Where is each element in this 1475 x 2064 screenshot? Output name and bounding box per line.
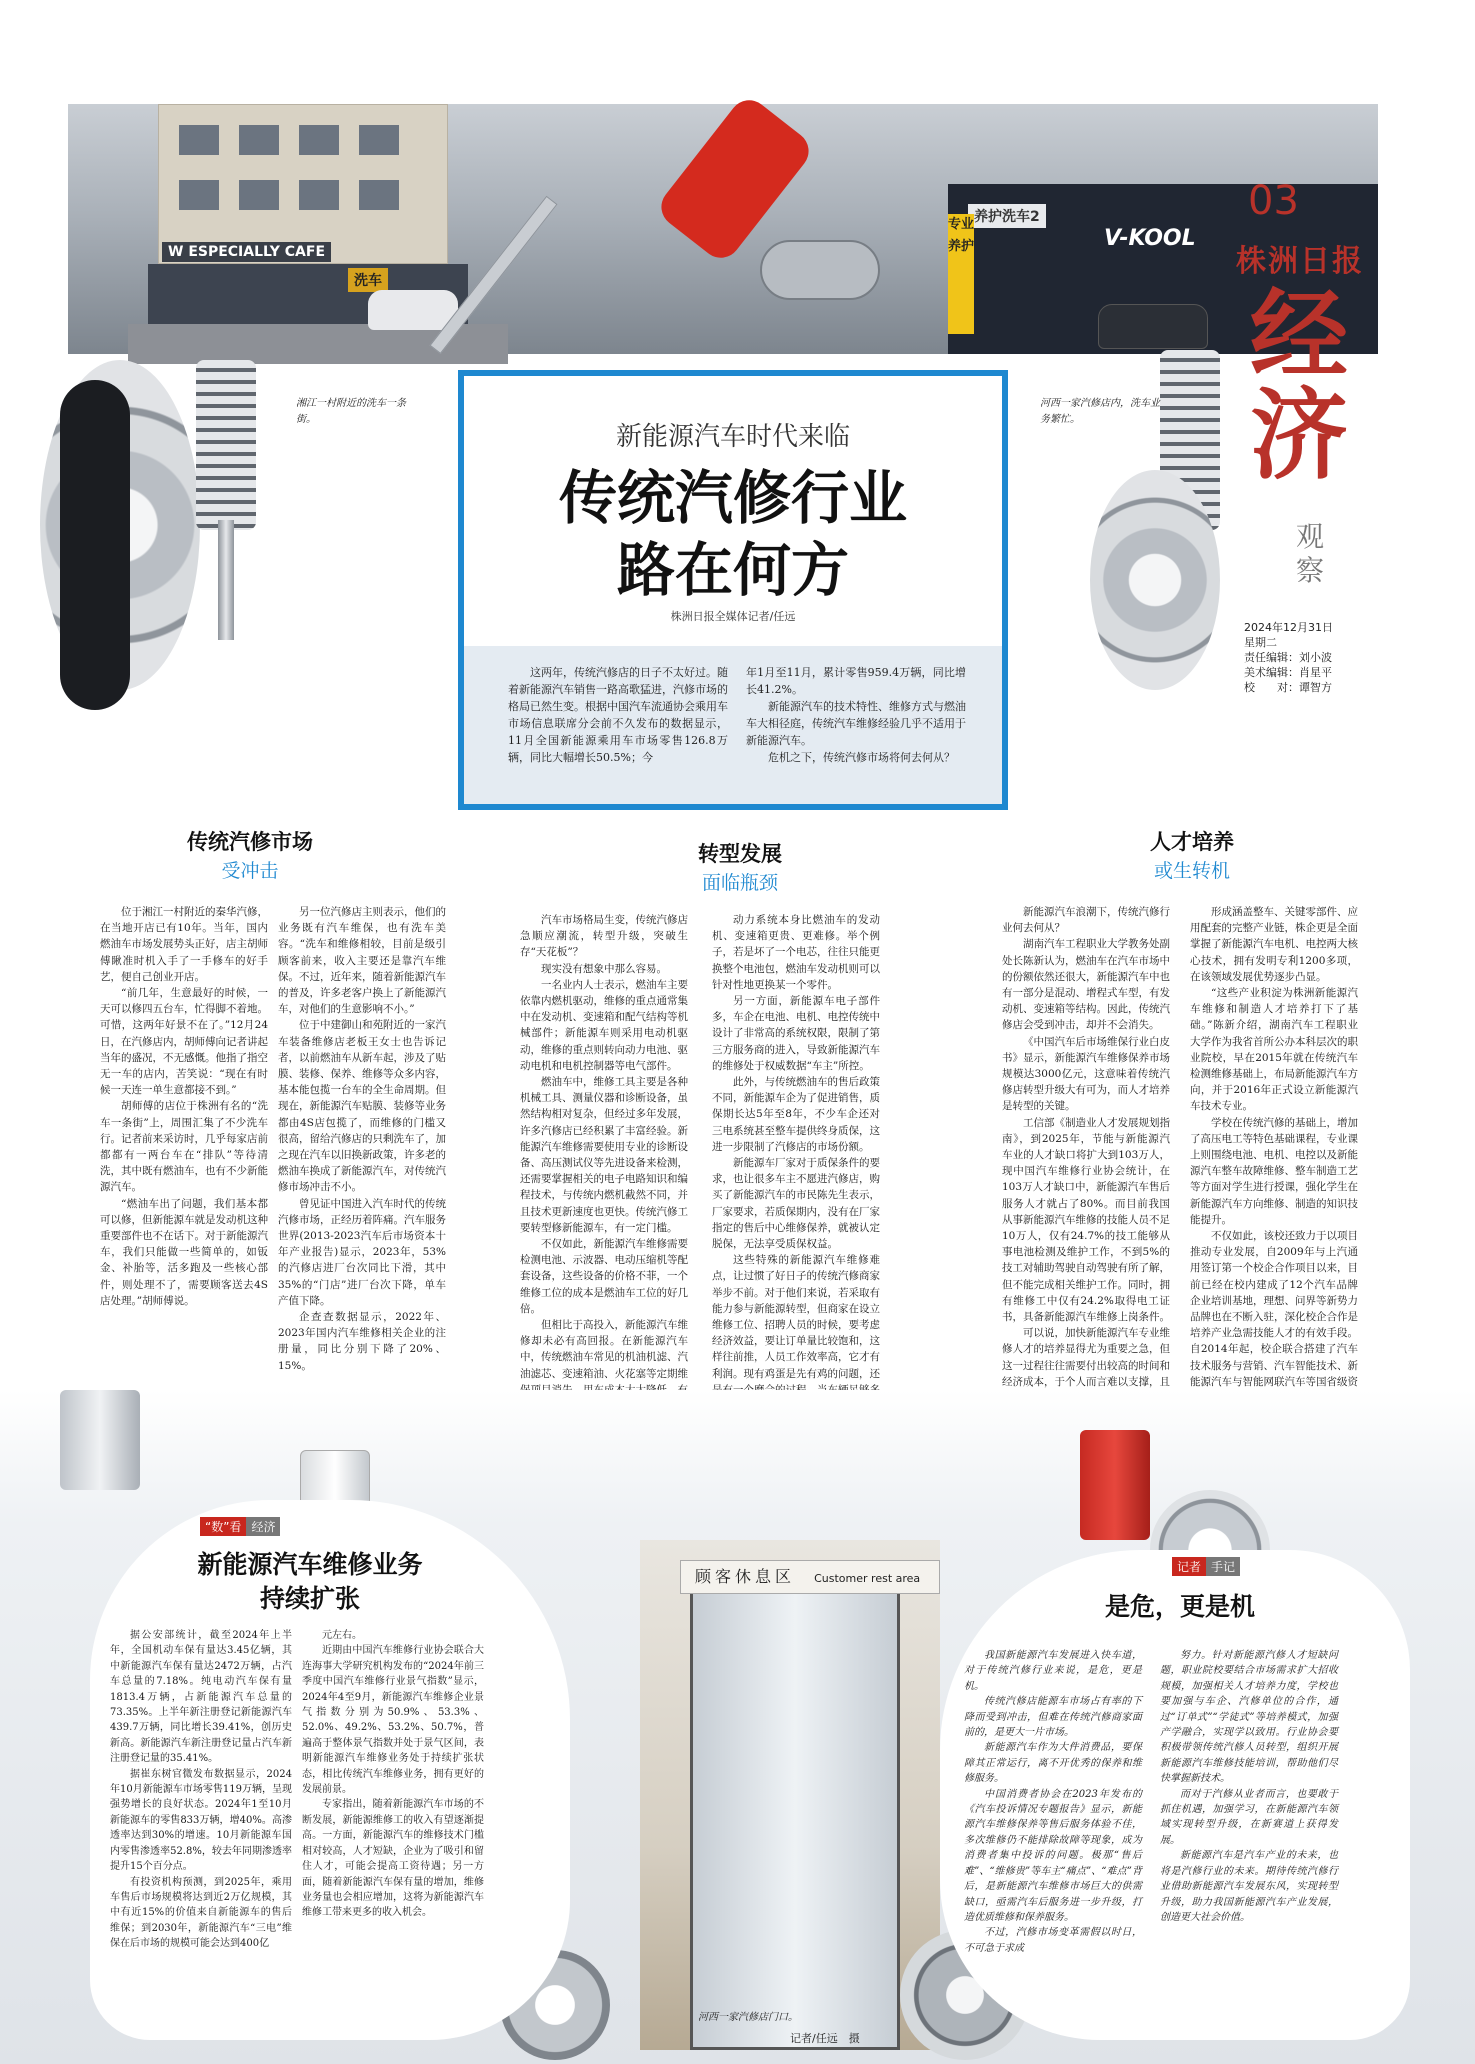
photo-credit: 记者/任远 摄 (790, 2032, 860, 2045)
economy-tag: 经济 (246, 1517, 280, 1536)
reporter-tag: 记者 (1172, 1557, 1206, 1576)
garage-sign: 养护洗车2 (968, 204, 1046, 228)
vertical-banner: 专业养护 (948, 214, 974, 334)
left-shock-shaft-icon (218, 520, 234, 640)
apartment-building (158, 104, 448, 264)
commentary-tags (1172, 1556, 1240, 1576)
glass-door (690, 1590, 900, 2050)
issue-weekday: 星期二 (1244, 636, 1277, 649)
commentary-title: 是危，更是机 (1104, 1592, 1255, 1621)
right-brake-rotor-icon (1090, 470, 1220, 690)
commentary-column-1: 我国新能源汽车发展进入快车道，对于传统汽修行业来说，是危，更是机。 传统汽修店能源车市场占有率的下降而受到冲击，但难在传统汽修商家面前的，是更大一片市场。 新能源汽车作为大件消费品，要保障其正常运行，离不开优秀的保养和维修服务。 中国消费者协会在2023年发布的《汽车投诉情况专题报告》显示，新能源汽车维修保养等售后服务体验不佳，多次维修仍不能排除故障等现象，成为消费者集中投诉的问题。极那“售后难”、“维修贵”等车主“痛点”、“难点”背后，是新能源汽车维修市场巨大的供需缺口，亟需汽车后服务进一步升级，打造优质维修和保养服务。 不过，汽修市场变革需假以时日，不可急于求成 (964, 1650, 1142, 1954)
commentary-column-2: 努力。针对新能源汽修人才短缺问题，职业院校要结合市场需求扩大招收规模，加强相关人才培养力度，学校也要加强与车企、汽修单位的合作，通过“订单式”“学徒式”等培养模式，加强产学融合，实现学以致用。行业协会要积极带领传统汽修人员转型，组织开展新能源汽车维修技能培训，帮助他们尽快掌握新技术。 而对于汽修从业者而言，也要敢于抓住机遇，加强学习，在新能源汽车领域实现转型升级，在新赛道上获得发展。 新能源汽车是汽车产业的未来，也将是汽修行业的未来。期待传统汽修行业借助新能源汽车发展东风，实现转型升级，助力我国新能源汽车产业发展，创造更大社会价值。 (1160, 1650, 1338, 1923)
data-box-column-1: 据公安部统计，截至2024年上半年，全国机动车保有量达3.45亿辆，其中新能源汽车保有量达2472万辆，占汽车总量的7.18%。纯电动汽车保有量1813.4万辆，占新能源汽车总量的73.35%。上半年新注册登记新能源汽车439.7万辆，同比增长39.41%，创历史新高。新能源汽车新注册登记量占汽车新注册登记量的35.41%。 据崔东树官微发布数据显示，2024年10月新能源车市场零售119万辆，呈现强势增长的良好状态。2024年1至10月新能源车的零售833万辆，增40%。高渗透率达到30%的增速。10月新能源车国内零售渗透率52.8%，较去年同期渗透率提升15个百分点。 有投资机构预测，到2025年，乘用车售后市场规模将达到近2万亿规模，其中有近15%的价值来自新能源车的售后维保；到2030年，新能源汽车“三电”维保在后市场的规模可能会达到400亿 (110, 1630, 292, 1950)
section-2-column-1: 汽车市场格局生变，传统汽修店急顺应潮流，转型升级，突破生存“天花板”？ 现实没有想象中那么容易。 一名业内人士表示，燃油车主要依靠内燃机驱动，维修的重点通常集中在发动机、变速箱和配气结构等机械部件；新能源车则采用电动机驱动，维修的重点则转向动力电池、驱动电机和电机控制器等电气部件。 燃油车中，维修工具主要是各种机械工具、测量仪器和诊断设备，虽然结构相对复杂，但经过多年发展，许多汽修店已经积累了丰富经验。新能源汽车维修需要使用专业的诊断设备、高压测试仪等先进设备来检测，还需要掌握相关的电子电路知识和编程技术，与传统内燃机截然不同，并且技术更新速度也更快。传统汽修工要转型修新能源车，有一定门槛。 不仅如此，新能源汽车维修需要检测电池、示波器、电动压缩机等配套设备，这些设备的价格不菲，一个维修工位的成本是燃油车工位的好几倍。 但相比于高投入，新能源汽车维修却未必有高回报。在新能源汽车中，传统燃油车常见的机油机滤、汽油滤芯、变速箱油、火花塞等定期维 (520, 914, 688, 1380)
section-2-heading: 转型发展 面临瓶颈 (698, 842, 782, 894)
section-3-heading: 人才培养 或生转机 (1150, 830, 1234, 882)
headline-line-1: 传统汽修行业 (558, 464, 907, 532)
data-box-tags (200, 1516, 280, 1536)
headline-box (458, 370, 1008, 810)
cafe-sign: W ESPECIALLY CAFE (162, 242, 331, 262)
data-tag: “数”看 (200, 1517, 246, 1536)
proofreader: 校 对：谭智方 (1244, 681, 1332, 694)
section-1-heading: 传统汽修市场 受冲击 (187, 830, 313, 882)
section-2-column-2: 动力系统本身比燃油车的发动机、变速箱更贵、更难修。举个例子，若是坏了一个电芯，往往只能更换整个电池包，燃油车发动机则可以针对性地更换某一个零件。 另一方面，新能源车电子部件多，车企在电池、电机、电控传统中设计了非常高的系统权限，限制了第三方服务商的进入，导致新能源汽车的维修处于权威数据“车主”所控。 此外，与传统燃油车的售后政策不同，新能源车企为了促进销售，质保期长达5年至8年，不少车企还对三电系统甚至整车提供终身质保，这进一步限制了汽修店的市场份额。 新能源车厂家对于质保条件的要求，也让很多车主不愿进汽修店，购买了新能源汽车的市民陈先生表示，厂家要求，若质保期内，没有在厂家指定的售后中心维修保养，就被认定脱保，无法享受质保权益。 这些特殊的新能源汽车维修难点，让过惯了好日子的传统汽修商家举步不前。对于他们来说，若采取有能力参与新能源转型，但商家在设立维修工位、招聘人员的时候，要考虑经济效益，要让订单量比较饱和，这样往前推，人员工作效率高，它才有利润。现有鸡蛋是先有鸡的问题，还 (712, 914, 880, 1380)
notes-tag: 手记 (1206, 1557, 1240, 1576)
issue-date: 2024年12月31日 (1244, 621, 1333, 634)
art-editor: 美术编辑：肖星平 (1244, 666, 1332, 679)
page-number: 03 (1248, 178, 1299, 224)
section-3-column-2: 形成涵盖整车、关键零部件、应用配套的完整产业链，株企更是全面掌握了新能源汽车电机、电控两大核心技术，拥有发明专利1200多项，在该领域发展优势逐步凸显。 “这些产业积淀为株洲新能源汽车维修和制造人才培养打下了基础。”陈新介绍，湖南汽车工程职业大学作为我省首所公办本科层次的职业院校，早在2015年就在传统汽车检测维修基础上，布局新能源汽车方向，并于2016年正式设立新能源汽车技术专业。 学校在传统汽修的基础上，增加了高压电工等特色基础课程，专业课上则围绕电池、电机、电控以及新能源汽车整车故障维修、整车制造工艺等方面对学生进行授课，强化学生在新能源汽车方向维修、制造的知识技能提升。 不仅如此，该校还致力于以项目推动专业发展，自2009年与上汽通用签订第一个校企合作项目以来，目前已经在校内建成了12个汽车品牌企业培训基地，理想、问界等新势力品牌也在不断入驻，深化校企合作是培养产业急需技能人才的有效手段。自2014年起，校企联合搭建了汽车技术服务与营销、汽车智能技术、新能源汽车与智能网联汽车等国省级资 (1190, 906, 1358, 1388)
editor: 责任编辑：刘小波 (1244, 651, 1332, 664)
data-box-column-2: 元左右。 近期由中国汽车维修行业协会联合大连海事大学研究机构发布的“2024年前三季度中国汽车维修行业景气指数”显示，2024年4至9月，新能源汽车维修企业景气指数分别为50.9%、53.3%、52.0%、49.2%、53.2%、50.7%，普遍高于整体景气指数并处于景气区间，表明新能源汽车维修业务处于持续扩张状态，相比传统汽车维修业务，拥有更好的发展前景。 专家指出，随着新能源汽车市场的不断发展，新能源维修工的收入有望逐渐提高。一方面，新能源汽车的维修技术门槛相对较高，人才短缺，企业为了吸引和留住人才，可能会提高工资待遇；另一方面，随着新能源汽车保有量的增加，维修业务量也会相应增加，这将为新能源汽车维修工带来更多的收入机会。 (302, 1630, 484, 1919)
lead-left: 这两年，传统汽修店的日子不太好过。随着新能源汽车销售一路高歌猛进，汽修市场的格局已然生变。根据中国汽车流通协会乘用车市场信息联席分会前不久发布的数据显示，11月全国新能源乘用车市场零售126.8万辆，同比大幅增长50.5%；今 (508, 666, 728, 764)
photo-caption-left: 湘江一村附近的洗车一条街。 (296, 398, 406, 425)
waiting-room-sign: 顾客休息区 Customer rest area (680, 1560, 940, 1594)
photo-caption-right: 河西一家汽修店内，洗车业务繁忙。 (1040, 398, 1160, 425)
wrench-icon (760, 240, 880, 300)
issue-info (1244, 620, 1374, 695)
byline: 株洲日报全媒体记者/任远 (670, 610, 796, 623)
section-1-column-2: 另一位汽修店主则表示，他们的业务既有汽车维保，也有洗车美容。“洗车和维修相较，目前是级引顾客前来，收入主要还是靠汽车维保。不过，近年来，随着新能源汽车的普及，许多老客户换上了新能源汽车，对他们的生意影响不小。” 位于中建御山和苑附近的一家汽车装备维修店老板王女士也告诉记者，以前燃油车从新车起，涉及了贴膜、装修、保养、维修等众多内容，基本能包揽一台车的全生命周期。但现在，新能源汽车贴膜、装修等业务都由4S店包揽了，而维修的门槛又很高，留给汽修店的只剩洗车了，加之现在汽车以旧换新政策，许多老的燃油车换成了新能源汽车，对传统汽修市场冲击不小。 曾见证中国进入汽车时代的传统汽修市场，正经历着阵痛。汽车服务世界(2013-2023汽车后市场资本十年产业报告)显示，2023年，53%的汽修店进厂台次同比下滑，其中35%的“门店”进厂台次下降，单车产值下降。 企查查数据显示，2022年、2023年国内汽车维修相关企业的注册量，同比分别下降了20%、15%。 (278, 906, 446, 1372)
exhaust-pipe-icon (60, 1390, 140, 1490)
photo-caption-bottom: 河西一家汽修店门口。 (698, 2012, 798, 2023)
kicker: 新能源汽车时代来临 (615, 422, 850, 452)
masthead: 株洲日报 (1236, 244, 1364, 279)
main-headline (464, 462, 1002, 606)
car-wash-sign: 洗车 (348, 268, 388, 292)
left-tire-icon (60, 380, 130, 710)
section-title: 经济 (1250, 278, 1349, 493)
left-coil-spring-icon (196, 360, 256, 530)
lead-right: 年1月至11月，累计零售959.4万辆，同比增长41.2%。 新能源汽车的技术特性、维修方式与燃油车大相径庭，传统汽车维修经验几乎不适用于新能源汽车。 危机之下，传统汽修市场将何去何从？ (746, 666, 966, 764)
section-subtitle: 观察 (1296, 520, 1325, 587)
garage-brand: V-KOOL (1104, 226, 1196, 251)
headline-line-2: 路在何方 (616, 536, 849, 604)
section-1-column-1: 位于湘江一村附近的秦华汽修，在当地开店已有10年。当年，国内燃油车市场发展势头正好，店主胡师傅瞅准时机入手了一手修车的好手艺，便自己创业开店。 “前几年，生意最好的时候，一天可以修四五台车，忙得脚不着地。可惜，这两年好景不在了。”12月24日，在汽修店内，胡师傅向记者讲起当年的盛况，不无感慨。他指了指空无一车的店内，苦笑说：“现在有时候一天连一单生意都接不到。” 胡师傅的店位于株洲有名的“洗车一条街”上，周围汇集了不少洗车行。记者前来采访时，几乎每家店前都都有一两台车在“排队”等待清洗，其中既有燃油车，也有不少新能源汽车。 “燃油车出了问题，我们基本都可以修，但新能源车就是发动机这种重要部件也不在话下。对于新能源汽车，我们只能做一些简单的，如钣金、补胎等，活多跑及一些核心部件，则处理不了，需要顾客送去4S店处理。”胡师傅说。 (100, 906, 268, 1307)
section-3-column-1: 新能源汽车浪潮下，传统汽修行业何去何从？ 湖南汽车工程职业大学教务处副处长陈新认为，燃油车在汽车市场中的份额依然还很大，新能源汽车中也有一部分是混动、增程式车型，有发动机、变速箱等结构。因此，传统汽修店会受到冲击，却并不会消失。 《中国汽车后市场维保行业白皮书》显示，新能源汽车维修保养市场规模达3000亿元，这意味着传统汽修店转型升级大有可为，而人才培养是转型的关键。 工信部《制造业人才发展规划指南》，到2025年，节能与新能源汽车业的人才缺口将扩大到103万人，现中国汽车维修行业协会统计，在103万人才缺口中，新能源汽车售后服务人才就占了80%。而目前我国从事新能源汽车维修的技能人员不足10万人，仅有24.7%的技工能够从事电池检测及维护工作，不到5%的技工对辅助驾驶自动驾驶有所了解，但不能完成相关维护工作。同时，拥有维修工中仅有24.2%取得电工证书，具备新能源汽车维修上岗条件。 可以说，加快新能源汽车专业维修人才的培养显得尤为重要之急，但这一过程往往需要付出较高的时间和经济成本，于个人而言难以支撑，且 (1002, 906, 1170, 1388)
red-oil-can-icon (1080, 1430, 1150, 1540)
data-box-title: 新能源汽车维修业务 持续扩张 (197, 1550, 423, 1613)
dark-car (1098, 304, 1208, 349)
